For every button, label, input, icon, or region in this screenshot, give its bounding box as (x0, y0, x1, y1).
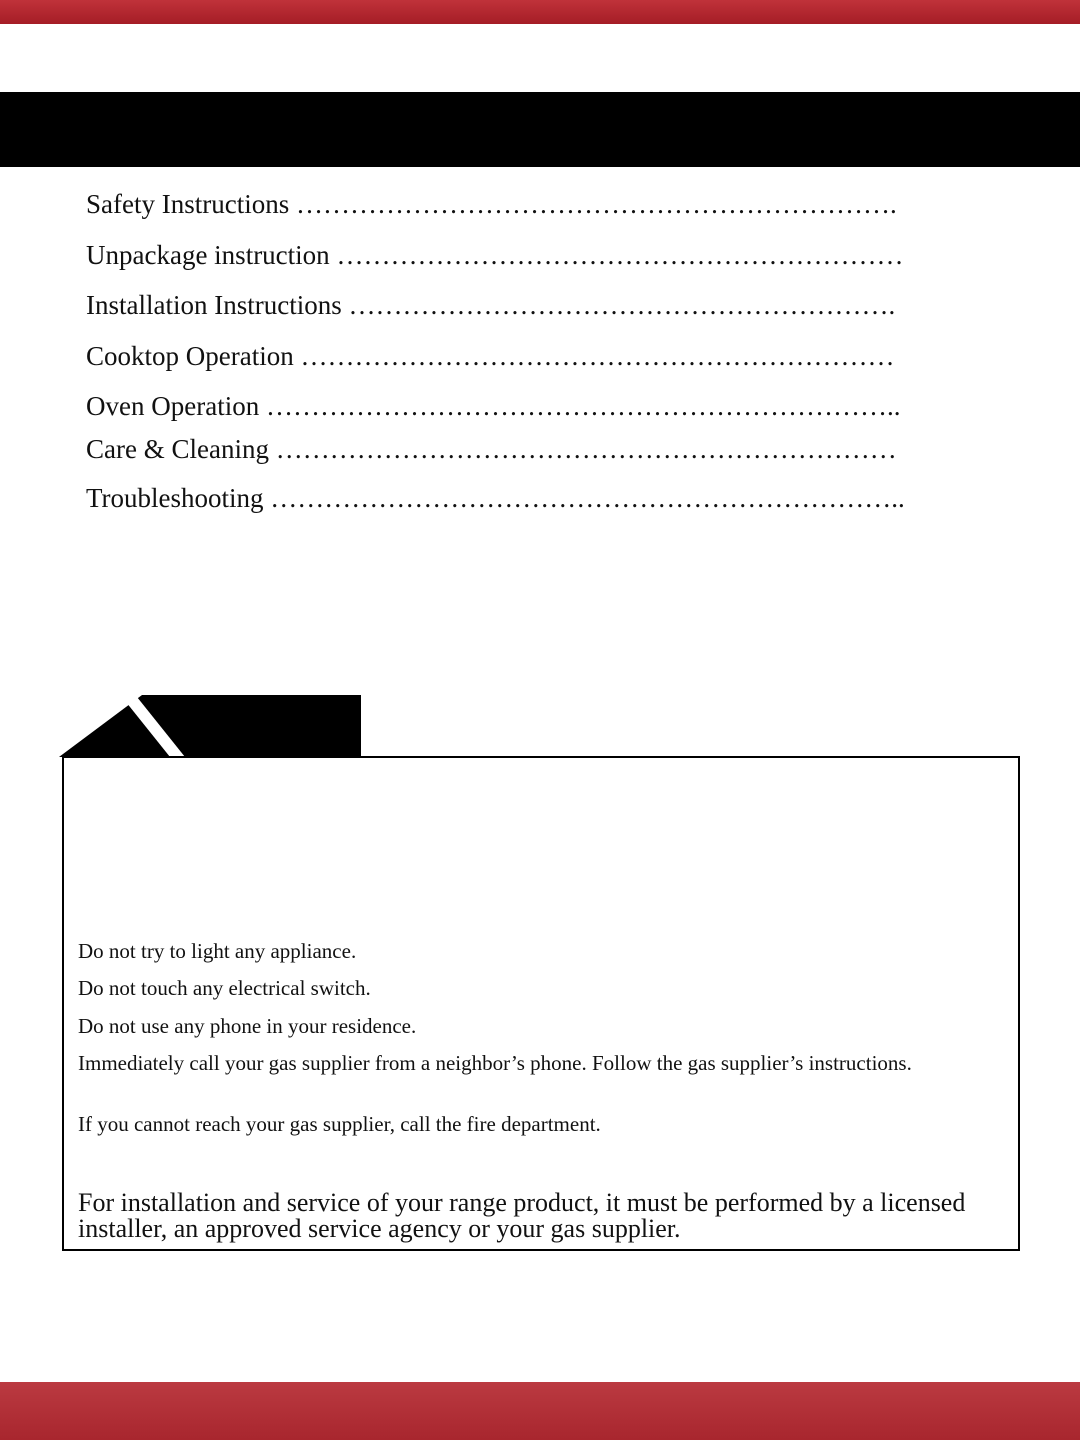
warning-item: Do not use any phone in your residence. (78, 1014, 417, 1038)
toc-entry-leader: …………………………………………………………….. (265, 391, 901, 421)
toc-entry-title: Installation Instructions (86, 290, 342, 320)
toc-entry-title: Troubleshooting (86, 483, 264, 513)
top-accent-band (0, 0, 1080, 24)
toc-entry-leader: ……………………………………………………. (348, 290, 896, 320)
toc-entry-care-cleaning[interactable] (86, 434, 966, 464)
toc-entry-leader: ………………………………………………………… (300, 341, 895, 371)
toc-entry-title: Safety Instructions (86, 189, 290, 219)
toc-entry-leader: …………………………………………………………. (295, 189, 897, 219)
toc-entry-cooktop-operation[interactable] (86, 341, 966, 371)
toc-entry-title: Care & Cleaning (86, 434, 269, 464)
toc-entry-troubleshooting[interactable] (86, 483, 966, 513)
toc-entry-title: Cooktop Operation (86, 341, 294, 371)
warning-item: Immediately call your gas supplier from a neighbor’s phone. Follow the gas supplier’s instructions. (78, 1051, 912, 1075)
toc-entry-unpackage-instruction[interactable] (86, 240, 966, 270)
installation-service-note: For installation and service of your range product, it must be performed by a licensed installer, an approved service agency or your gas supplier. (78, 1188, 966, 1243)
section-header-bar (0, 92, 1080, 167)
bottom-accent-band (0, 1382, 1080, 1440)
toc-entry-title: Unpackage instruction (86, 240, 330, 270)
toc-entry-oven-operation[interactable] (86, 391, 966, 421)
toc-entry-leader: ……………………………………………………… (336, 240, 904, 270)
toc-entry-leader: …………………………………………………………….. (270, 483, 905, 513)
warning-item: Do not touch any electrical switch. (78, 976, 371, 1000)
toc-entry-title: Oven Operation (86, 391, 260, 421)
toc-entry-installation-instructions[interactable] (86, 290, 966, 320)
gas-warning-box (62, 756, 1020, 1251)
warning-item: If you cannot reach your gas supplier, call the fire department. (78, 1112, 601, 1136)
warning-item: Do not try to light any appliance. (78, 939, 357, 963)
toc-entry-leader: …………………………………………………………… (275, 434, 897, 464)
warning-triangle-icon (59, 695, 361, 757)
toc-entry-safety-instructions[interactable] (86, 189, 966, 219)
